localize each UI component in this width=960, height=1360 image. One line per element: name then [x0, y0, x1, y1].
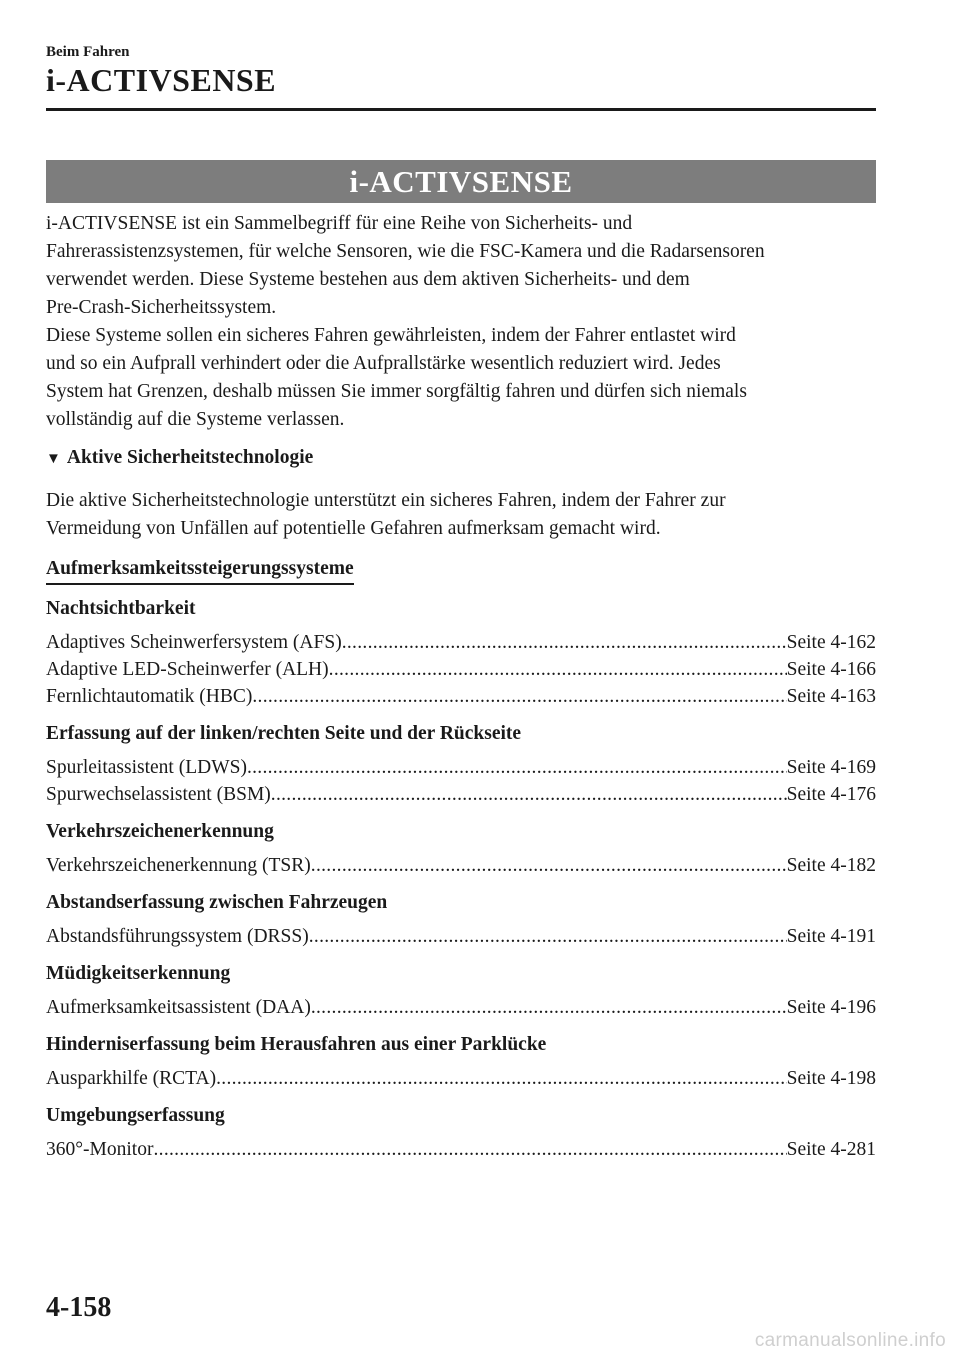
- toc-page-reference: Seite 4-281: [786, 1139, 876, 1160]
- toc-group: [46, 1102, 876, 1163]
- toc-entry-list: [46, 852, 876, 879]
- toc-page-reference: Seite 4-169: [786, 757, 876, 778]
- toc-entry-label: Aufmerksamkeitsassistent (DAA): [46, 997, 311, 1018]
- toc-page-reference: Seite 4-163: [786, 686, 876, 707]
- toc-entry[interactable]: [46, 629, 876, 656]
- text-line: vollständig auf die Systeme verlassen.: [46, 409, 345, 430]
- toc-entry-label: Adaptives Scheinwerfersystem (AFS): [46, 632, 342, 653]
- text-line: Die aktive Sicherheitstechnologie unterstützt ein sicheres Fahren, indem der Fahrer zur: [46, 490, 726, 511]
- toc-group-title: Nachtsichtbarkeit: [46, 598, 196, 619]
- toc-group-title: Verkehrszeichenerkennung: [46, 821, 274, 842]
- toc-dot-leader: [309, 923, 787, 950]
- toc-group: [46, 720, 876, 808]
- toc-dot-leader: [311, 994, 787, 1021]
- toc-dot-leader: [271, 781, 787, 808]
- active-safety-heading: [46, 444, 876, 473]
- toc-groups: [46, 595, 876, 1163]
- toc-page-reference: Seite 4-162: [786, 632, 876, 653]
- text-line: Pre-Crash-Sicherheitssystem.: [46, 297, 277, 318]
- toc-group: [46, 960, 876, 1021]
- site-watermark: carmanualsonline.info: [754, 1330, 946, 1351]
- toc-dot-leader: [153, 1136, 786, 1163]
- page-number: 4-158: [46, 1292, 112, 1323]
- toc-entry[interactable]: [46, 923, 876, 950]
- manual-page: [46, 0, 876, 1360]
- triangle-down-icon: ▼: [46, 451, 61, 467]
- text-line: Fahrerassistenzsystemen, für welche Sensoren, wie die FSC-Kamera und die Radarsensoren: [46, 241, 765, 262]
- toc-entry-label: Spurleitassistent (LDWS): [46, 757, 247, 778]
- toc-group-title: Hinderniserfassung beim Herausfahren aus einer Parklücke: [46, 1034, 547, 1055]
- toc-entry[interactable]: [46, 754, 876, 781]
- text-line: System hat Grenzen, deshalb müssen Sie immer sorgfältig fahren und dürfen sich niemals: [46, 381, 747, 402]
- toc-entry-list: [46, 754, 876, 808]
- intro-paragraph-1: [46, 210, 876, 322]
- toc-entry-label: Abstandsführungssystem (DRSS): [46, 926, 309, 947]
- toc-group-title: Umgebungserfassung: [46, 1105, 225, 1126]
- text-line: verwendet werden. Diese Systeme bestehen aus dem aktiven Sicherheits- und dem: [46, 269, 690, 290]
- toc-page-reference: Seite 4-176: [786, 784, 876, 805]
- toc-entry[interactable]: [46, 994, 876, 1021]
- text-line: und so ein Aufprall verhindert oder die Aufprallstärke wesentlich reduziert wird. Jedes: [46, 353, 721, 374]
- toc-entry-list: [46, 994, 876, 1021]
- toc-page-reference: Seite 4-182: [786, 855, 876, 876]
- text-line: Diese Systeme sollen ein sicheres Fahren gewährleisten, indem der Fahrer entlastet wird: [46, 325, 736, 346]
- toc-entry-label: Ausparkhilfe (RCTA): [46, 1068, 217, 1089]
- text-line: i-ACTIVSENSE ist ein Sammelbegriff für eine Reihe von Sicherheits- und: [46, 213, 633, 234]
- toc-group-title: Erfassung auf der linken/rechten Seite und der Rückseite: [46, 723, 522, 744]
- toc-dot-leader: [311, 852, 787, 879]
- toc-dot-leader: [216, 1065, 787, 1092]
- toc-entry[interactable]: [46, 1136, 876, 1163]
- running-section-header: Beim Fahren: [46, 44, 130, 60]
- toc-group: [46, 1031, 876, 1092]
- toc-entry-label: Verkehrszeichenerkennung (TSR): [46, 855, 311, 876]
- toc-dot-leader: [329, 656, 787, 683]
- text-line: Vermeidung von Unfällen auf potentielle Gefahren aufmerksam gemacht wird.: [46, 518, 661, 539]
- toc-entry-list: [46, 1136, 876, 1163]
- intro-paragraph-2: [46, 322, 876, 434]
- toc-entry-label: Fernlichtautomatik (HBC): [46, 686, 253, 707]
- toc-entry[interactable]: [46, 656, 876, 683]
- toc-entry[interactable]: [46, 1065, 876, 1092]
- toc-group: [46, 595, 876, 710]
- toc-entry-list: [46, 629, 876, 710]
- toc-dot-leader: [252, 683, 786, 710]
- toc-page-reference: Seite 4-191: [786, 926, 876, 947]
- toc-group: [46, 818, 876, 879]
- toc-entry-label: Adaptive LED-Scheinwerfer (ALH): [46, 659, 329, 680]
- active-safety-description: [46, 487, 876, 543]
- toc-dot-leader: [247, 754, 787, 781]
- toc-entry[interactable]: [46, 852, 876, 879]
- toc-entry[interactable]: [46, 683, 876, 710]
- toc-group-title: Müdigkeitserkennung: [46, 963, 231, 984]
- toc-page-reference: Seite 4-196: [786, 997, 876, 1018]
- page-content: [46, 210, 876, 1163]
- heading-text: Aktive Sicherheitstechnologie: [66, 447, 314, 468]
- toc-page-reference: Seite 4-166: [786, 659, 876, 680]
- toc-group-title: Abstandserfassung zwischen Fahrzeugen: [46, 892, 388, 913]
- toc-entry-label: 360°-Monitor: [46, 1139, 154, 1160]
- toc-group: [46, 889, 876, 950]
- header-divider: [46, 108, 876, 111]
- toc-entry-list: [46, 923, 876, 950]
- toc-entry[interactable]: [46, 781, 876, 808]
- section-banner: i-ACTIVSENSE: [46, 160, 876, 203]
- running-chapter-title: i-ACTIVSENSE: [46, 62, 277, 98]
- toc-page-reference: Seite 4-198: [786, 1068, 876, 1089]
- toc-dot-leader: [342, 629, 787, 656]
- awareness-systems-subheading: Aufmerksamkeitssteigerungssysteme: [46, 556, 354, 585]
- toc-entry-list: [46, 1065, 876, 1092]
- toc-entry-label: Spurwechselassistent (BSM): [46, 784, 271, 805]
